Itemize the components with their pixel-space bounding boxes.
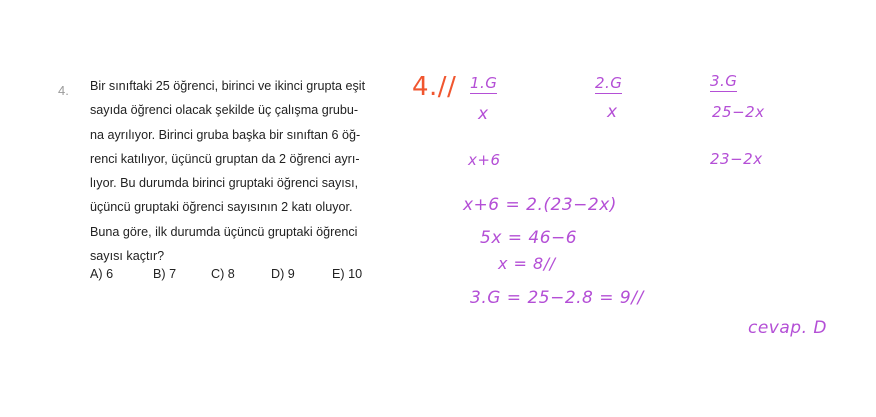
question-line: sayıda öğrenci olacak şekilde üç çalışma grubu- — [90, 103, 359, 118]
option-a[interactable]: A) 6 — [90, 267, 114, 281]
question-line: Buna göre, ilk durumda üçüncü gruptaki öğrenci — [90, 224, 358, 239]
question-line: na ayrılıyor. Birinci gruba başka bir sınıftan 6 öğ- — [90, 127, 361, 142]
group-3-header: 3.G — [710, 72, 738, 90]
option-d[interactable]: D) 9 — [271, 267, 295, 281]
equation-3: x = 8// — [498, 254, 556, 273]
equation-4: 3.G = 25−2.8 = 9// — [470, 288, 644, 308]
question-line: renci katılıyor, üçüncü gruptan da 2 öğrenci ayrı- — [90, 151, 360, 166]
group-2-header: 2.G — [595, 74, 623, 92]
equation-1: x+6 = 2.(23−2x) — [463, 195, 617, 215]
group-3-value: 25−2x — [712, 103, 765, 121]
equation-2: 5x = 46−6 — [480, 228, 578, 248]
question-text — [90, 74, 395, 268]
question-line: lıyor. Bu durumda birinci gruptaki öğrenci sayısı, — [90, 176, 359, 191]
option-b[interactable]: B) 7 — [153, 267, 177, 281]
option-c[interactable]: C) 8 — [211, 267, 235, 281]
solution-label: 4.// — [412, 72, 457, 102]
question-line: sayısı kaçtır? — [90, 249, 165, 264]
question-line: üçüncü gruptaki öğrenci sayısının 2 katı oluyor. — [90, 200, 353, 215]
question-number: 4. — [58, 83, 69, 98]
group-2-value: x — [607, 102, 618, 122]
group-1-header: 1.G — [470, 74, 498, 92]
group-1-value: x — [478, 104, 489, 124]
group-1-new-value: x+6 — [468, 151, 501, 169]
final-answer: cevap. D — [748, 318, 827, 338]
group-3-new-value: 23−2x — [710, 150, 763, 168]
option-e[interactable]: E) 10 — [332, 267, 363, 281]
question-line: Bir sınıftaki 25 öğrenci, birinci ve ikinci grupta eşit — [90, 79, 366, 93]
